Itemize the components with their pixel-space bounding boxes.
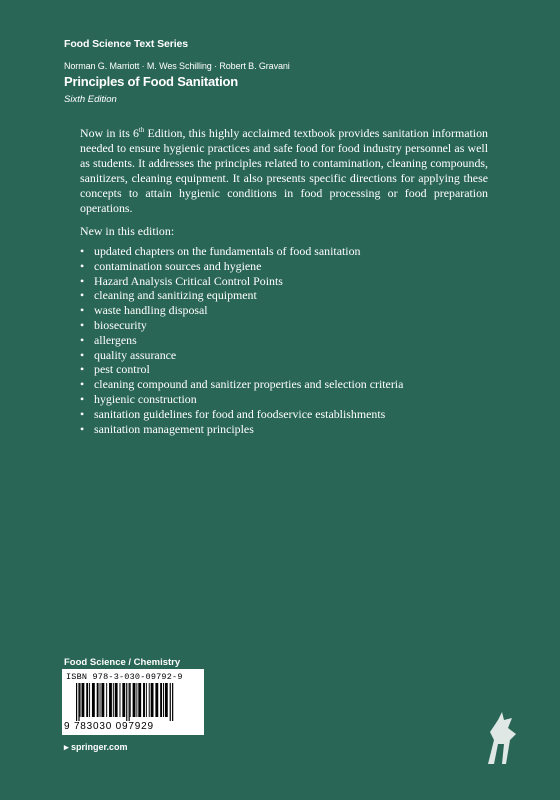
- barcode: [62, 669, 204, 735]
- list-item: • allergens: [80, 332, 137, 347]
- springer-link[interactable]: ▸ springer.com: [64, 742, 128, 752]
- barcode-bar: [101, 683, 104, 717]
- barcode-bar: [165, 683, 168, 717]
- barcode-bar: [160, 683, 162, 717]
- barcode-bar: [97, 683, 99, 717]
- series-name: Food Science Text Series: [64, 38, 189, 50]
- barcode-bar: [138, 683, 141, 717]
- barcode-bars: [74, 683, 198, 721]
- barcode-bar: [80, 683, 81, 717]
- barcode-bar: [133, 683, 136, 717]
- bullet-icon: •: [80, 288, 85, 303]
- bullet-icon: •: [80, 303, 85, 318]
- blurb-rest: Edition, this highly acclaimed textbook provides sanitation information needed to ensure hygienic practices and safe food for food industry personnel as well as students. It addresses the principles related to contamination, cleaning compounds, sanitizers, cleaning equipment. It also presents specific directions for applying these concepts to attain hygienic conditions in food processing or food preparation operations.: [80, 126, 488, 216]
- book-title: Principles of Food Sanitation: [64, 74, 239, 89]
- barcode-bar: [151, 683, 154, 717]
- list-item: • biosecurity: [80, 317, 147, 332]
- barcode-bar: [89, 683, 90, 717]
- bullet-icon: •: [80, 421, 85, 436]
- list-item: • cleaning and sanitizing equipment: [80, 288, 257, 303]
- barcode-bar: [82, 683, 85, 717]
- bullet-icon: •: [80, 317, 85, 332]
- blurb-start: Now in its 6: [80, 126, 139, 140]
- isbn-text: ISBN 978-3-030-09792-9: [66, 672, 183, 682]
- authors: Norman G. Marriott · M. Wes Schilling · Robert B. Gravani: [64, 61, 290, 71]
- list-item: • contamination sources and hygiene: [80, 258, 262, 273]
- bullet-icon: •: [80, 273, 85, 288]
- barcode-bar: [172, 683, 173, 721]
- barcode-bar: [92, 683, 95, 717]
- list-item: • waste handling disposal: [80, 303, 208, 318]
- barcode-bar: [170, 683, 171, 721]
- blurb-superscript: th: [138, 126, 145, 135]
- barcode-bar: [129, 683, 130, 721]
- barcode-bar: [155, 683, 158, 717]
- springer-link-text: springer.com: [71, 742, 128, 752]
- new-items-list: [80, 244, 403, 436]
- barcode-bar: [109, 683, 112, 717]
- bullet-icon: •: [80, 258, 85, 273]
- springer-horse-icon: [480, 710, 524, 766]
- edition: Sixth Edition: [64, 94, 117, 105]
- barcode-bar: [163, 683, 164, 717]
- barcode-bar: [149, 683, 150, 717]
- barcode-bar: [126, 683, 127, 721]
- barcode-bar: [136, 683, 137, 717]
- bullet-icon: •: [80, 362, 85, 377]
- barcode-bar: [120, 683, 121, 717]
- barcode-bar: [86, 683, 88, 717]
- new-in-edition-label: New in this edition:: [80, 224, 175, 238]
- list-item: • hygienic construction: [80, 391, 197, 406]
- list-item: • quality assurance: [80, 347, 177, 362]
- barcode-bar: [122, 683, 125, 717]
- bullet-icon: •: [80, 347, 85, 362]
- bullet-icon: •: [80, 244, 85, 258]
- bullet-icon: •: [80, 332, 85, 347]
- barcode-bar: [146, 683, 147, 717]
- bullet-icon: •: [80, 377, 85, 392]
- list-item: • sanitation guidelines for food and foodservice establishments: [80, 406, 386, 421]
- list-item: • cleaning compound and sanitizer properties and selection criteria: [80, 377, 404, 392]
- list-item: • updated chapters on the fundamentals of food sanitation: [80, 244, 361, 258]
- barcode-bar: [130, 683, 131, 717]
- bullet-icon: •: [80, 406, 85, 421]
- barcode-bar: [100, 683, 101, 717]
- barcode-bar: [106, 683, 107, 717]
- list-item: • sanitation management principles: [80, 421, 254, 436]
- blurb: [80, 126, 488, 217]
- bullet-icon: •: [80, 391, 85, 406]
- barcode-digits: 9 783030 097929: [64, 721, 154, 732]
- category-label: Food Science / Chemistry: [64, 657, 181, 668]
- list-item: • Hazard Analysis Critical Control Points: [80, 273, 283, 288]
- barcode-bar: [113, 683, 114, 717]
- barcode-bar: [143, 683, 145, 717]
- barcode-bar: [115, 683, 118, 717]
- barcode-bar: [76, 683, 77, 721]
- list-item: • pest control: [80, 362, 150, 377]
- barcode-bar: [78, 683, 79, 721]
